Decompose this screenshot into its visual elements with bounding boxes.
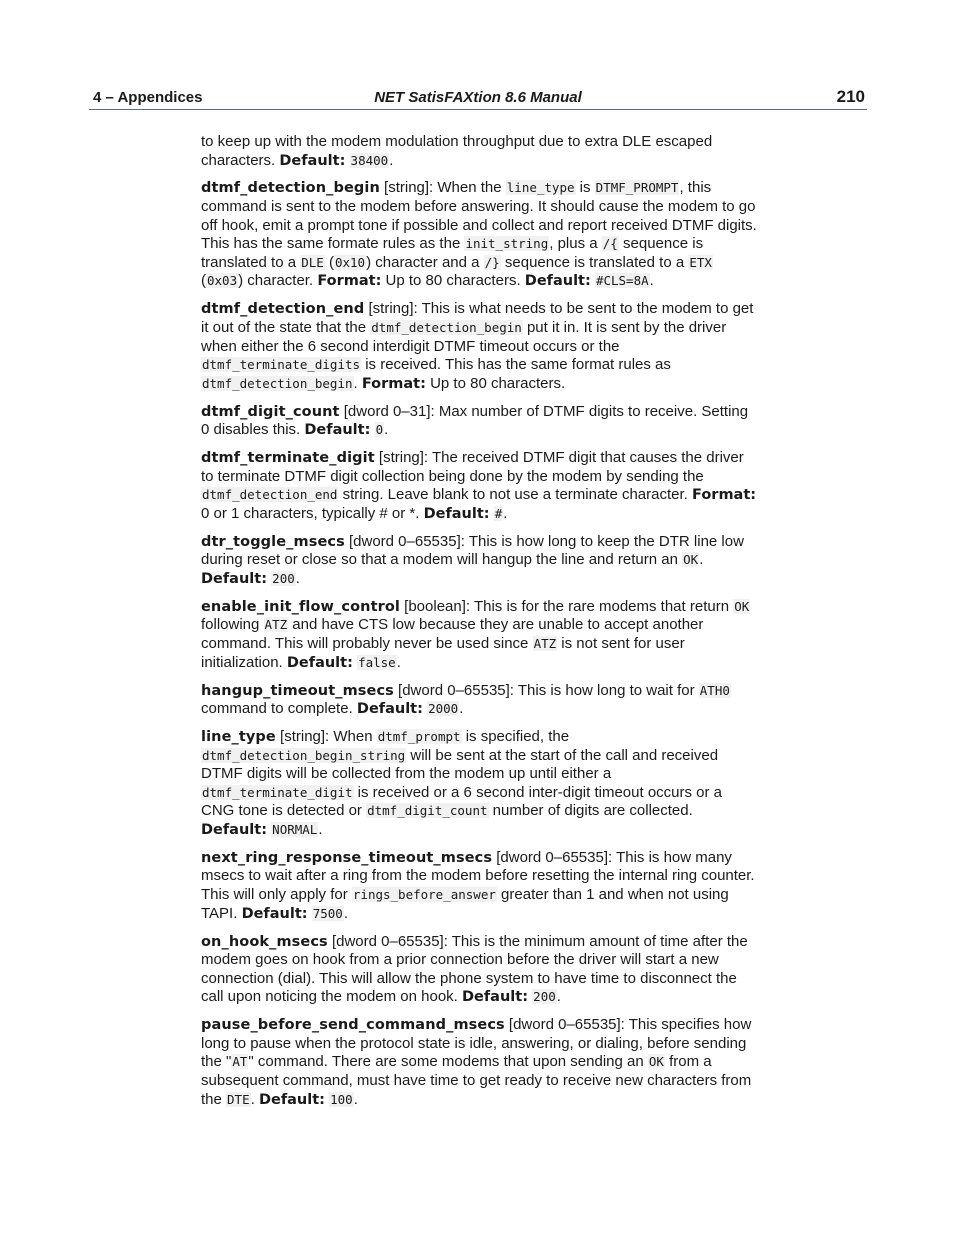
inline-code: line_type xyxy=(506,180,575,196)
definition-paragraph-enable-init-flow-control xyxy=(201,598,757,672)
body-text: is specified, the xyxy=(461,728,570,745)
body-text: . xyxy=(503,504,508,522)
inline-code: OK xyxy=(734,598,750,614)
manual-body xyxy=(201,133,757,1118)
inline-code: dtmf_terminate_digit xyxy=(202,784,353,800)
keyword-label: Default: xyxy=(524,273,591,290)
definition-paragraph-p0 xyxy=(201,133,757,170)
inline-code: dtmf_detection_begin_string xyxy=(202,747,406,763)
inline-code: /} xyxy=(484,254,500,270)
body-text: . xyxy=(250,1090,259,1108)
body-text xyxy=(345,152,349,169)
inline-code: dtmf_terminate_digits xyxy=(202,357,361,373)
keyword-label: Default: xyxy=(286,654,353,671)
keyword-label: Default: xyxy=(304,422,371,439)
body-text: and have CTS low because they are unable to accept another command. This will probably never be used since xyxy=(201,616,704,653)
keyword-label: Format: xyxy=(317,273,382,290)
inline-code: dtmf_detection_begin xyxy=(202,375,353,391)
body-text: following xyxy=(201,616,264,634)
body-text: [dword 0–65535]: This is how many msecs to wait after a ring from the modem before resetting the internal ring counter. This will only apply for xyxy=(201,848,755,904)
inline-code: OK xyxy=(683,552,699,568)
body-text: sequence is translated to a xyxy=(500,253,689,271)
definition-paragraph-hangup-timeout-msecs xyxy=(201,682,757,719)
inline-code: # xyxy=(494,505,503,521)
setting-name: next_ring_response_timeout_msecs xyxy=(201,849,493,866)
page-number: 210 xyxy=(836,87,865,106)
body-text: [dword 0–65535]: This is how long to wait for xyxy=(393,681,699,699)
keyword-label: Default: xyxy=(201,821,267,838)
body-text: Up to 80 characters. xyxy=(381,272,525,290)
keyword-label: Format: xyxy=(692,487,757,504)
inline-code: /{ xyxy=(602,236,618,252)
inline-code: dtmf_prompt xyxy=(377,729,461,744)
definition-paragraph-pause-before-send-command-msecs xyxy=(201,1016,757,1109)
body-text: . xyxy=(353,1090,358,1108)
inline-code: 0x10 xyxy=(334,254,366,270)
body-text: [string]: This is what needs to be sent to the modem to get it out of the state that the xyxy=(201,300,754,336)
body-text: [boolean]: This is for the rare modems that return xyxy=(400,597,734,615)
body-text: . xyxy=(649,272,654,290)
body-text: . xyxy=(389,151,394,169)
definition-paragraph-on-hook-msecs xyxy=(201,933,757,1007)
keyword-label: Default: xyxy=(423,505,490,522)
definition-paragraph-dtmf-detection-end xyxy=(201,300,757,393)
inline-code: ATZ xyxy=(264,617,288,633)
inline-code: OK xyxy=(648,1054,664,1070)
body-text: is received. This has the same format rules as xyxy=(361,356,671,374)
body-text: . xyxy=(384,421,389,439)
inline-code: 100 xyxy=(330,1091,353,1107)
inline-code: 200 xyxy=(533,989,556,1005)
body-text: put it in. It is sent by the driver when either the 6 second interdigit DTMF timeout occurs or the xyxy=(201,318,727,355)
inline-code: 38400 xyxy=(350,152,389,168)
setting-name: dtmf_detection_begin xyxy=(201,180,380,197)
definition-paragraph-dtr-toggle-msecs xyxy=(201,533,757,589)
inline-code: 7500 xyxy=(312,905,343,921)
body-text: [string]: The received DTMF digit that causes the driver to terminate DTMF digit collection being done by the modem by sending the xyxy=(201,449,744,485)
body-text: . xyxy=(343,904,349,922)
inline-code: DTMF_PROMPT xyxy=(595,180,679,196)
body-text: . xyxy=(396,653,401,671)
document-title: NET SatisFAXtion 8.6 Manual xyxy=(374,89,582,106)
body-text: [string]: When xyxy=(275,728,377,745)
section-label: 4 – Appendices xyxy=(93,89,203,106)
setting-name: hangup_timeout_msecs xyxy=(201,682,394,699)
body-text: ( xyxy=(201,272,206,290)
keyword-label: Default: xyxy=(279,152,346,169)
body-text: is not sent for user initialization. xyxy=(201,635,685,671)
body-text: . xyxy=(699,551,704,569)
inline-code: 2000 xyxy=(428,701,459,717)
inline-code: dtmf_detection_begin xyxy=(371,319,522,335)
inline-code: #CLS=8A xyxy=(595,273,649,289)
inline-code: ETX xyxy=(689,254,712,270)
body-text: ( xyxy=(324,253,334,271)
body-text: from a subsequent command, must have time to get ready to receive new characters from the xyxy=(201,1053,752,1108)
body-text: . xyxy=(459,700,464,718)
keyword-label: Default: xyxy=(356,701,423,718)
inline-code: 200 xyxy=(272,570,295,586)
body-text: string. Leave blank to not use a terminate character. xyxy=(338,486,693,504)
keyword-label: Default: xyxy=(258,1091,325,1108)
body-text: , plus a xyxy=(549,235,602,253)
body-text: . xyxy=(295,569,300,587)
body-text: [dword 0–31]: Max number of DTMF digits to receive. Setting 0 disables this. xyxy=(201,402,749,439)
body-text: ) character and a xyxy=(366,253,484,271)
definition-paragraph-dtmf-detection-begin xyxy=(201,179,757,291)
setting-name: enable_init_flow_control xyxy=(201,598,400,615)
keyword-label: Format: xyxy=(361,375,426,392)
body-text: [dword 0–65535]: This specifies how long to pause when the protocol state is idle, answering, or dialing, before sending the " xyxy=(201,1016,752,1071)
body-text: [dword 0–65535]: This is the minimum amount of time after the modem goes on hook from a prior connection before the driver will start a new connection (dial). This will allow the phone system to have time to disconnect the call upon noticing the modem on hook. xyxy=(201,932,748,1006)
body-text: to keep up with the modem modulation throughput due to extra DLE escaped characters. xyxy=(201,133,713,169)
body-text: sequence is translated to a xyxy=(201,235,704,271)
body-text: will be sent at the start of the call and received DTMF digits will be collected from the modem up until either a xyxy=(201,746,719,783)
inline-code: ATZ xyxy=(533,636,557,652)
setting-name: line_type xyxy=(201,729,276,745)
definition-paragraph-line-type xyxy=(201,728,757,840)
setting-name: on_hook_msecs xyxy=(201,933,328,950)
setting-name: dtmf_digit_count xyxy=(201,403,340,420)
body-text: [string]: When the xyxy=(379,179,506,197)
inline-code: rings_before_answer xyxy=(352,887,496,903)
body-text: , this command is sent to the modem before answering. It should cause the modem to go off hook, emit a prompt tone if possible and collect and report received DTMF digits. This has the same formate rules as the xyxy=(201,179,757,253)
body-text: is received or a 6 second inter-digit timeout occurs or a CNG tone is detected or xyxy=(201,783,723,820)
body-text: ) character. xyxy=(238,272,318,290)
definition-paragraph-dtmf-digit-count xyxy=(201,403,757,440)
body-text: . xyxy=(353,374,362,392)
setting-name: dtr_toggle_msecs xyxy=(201,533,345,550)
definition-paragraph-dtmf-terminate-digit xyxy=(201,449,757,523)
body-text: . xyxy=(556,988,561,1006)
setting-name: dtmf_terminate_digit xyxy=(201,450,375,467)
inline-code: false xyxy=(358,654,396,670)
setting-name: dtmf_detection_end xyxy=(201,301,365,318)
body-text: Up to 80 characters. xyxy=(425,374,566,392)
body-text: . xyxy=(318,820,323,838)
inline-code: 0 xyxy=(375,422,384,438)
body-text: 0 or 1 characters, typically # or *. xyxy=(201,504,424,522)
body-text xyxy=(370,421,374,438)
body-text: is xyxy=(575,179,595,197)
body-text: greater than 1 and when not using TAPI. xyxy=(201,886,729,922)
setting-name: pause_before_send_command_msecs xyxy=(201,1017,505,1034)
page-header xyxy=(89,87,867,110)
body-text: [dword 0–65535]: This is how long to keep the DTR line low during reset or close so that a modem will hangup the line and return an xyxy=(201,532,744,569)
keyword-label: Default: xyxy=(241,905,308,922)
body-text: number of digits are collected. xyxy=(488,802,693,820)
inline-code: dtmf_detection_end xyxy=(202,487,338,503)
definition-paragraph-next-ring-response-timeout-msecs xyxy=(201,849,757,923)
inline-code: ATH0 xyxy=(699,682,730,698)
inline-code: NORMAL xyxy=(272,821,318,837)
inline-code: dtmf_digit_count xyxy=(367,803,488,819)
body-text: " command. There are some modems that upon sending an xyxy=(248,1053,648,1071)
inline-code: init_string xyxy=(465,236,549,252)
keyword-label: Default: xyxy=(462,989,528,1006)
keyword-label: Default: xyxy=(201,570,267,587)
inline-code: AT xyxy=(232,1054,248,1070)
inline-code: 0x03 xyxy=(207,273,238,289)
inline-code: DLE xyxy=(301,254,324,270)
inline-code: DTE xyxy=(227,1091,250,1107)
body-text: command to complete. xyxy=(201,700,357,718)
